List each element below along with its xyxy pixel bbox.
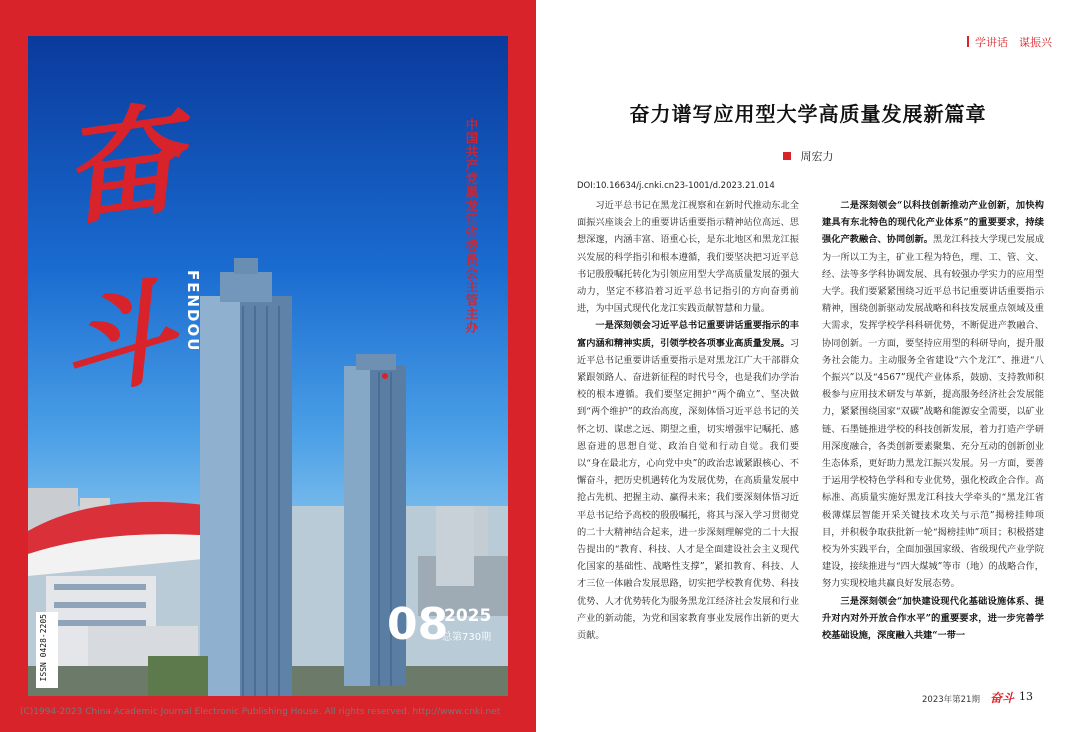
magazine-cover xyxy=(0,0,536,732)
paragraph: 习近平总书记在黑龙江视察和在新时代推动东北全面振兴座谈会上的重要讲话重要指示精神站位高远、思想深邃，内涵丰富、语重心长，是东北地区和黑龙江振兴发展的科学指引和根本遵循，我们要坚决把习近平总书记殷殷嘱托转化为引领应用型大学高质量发展的强大动力，坚定不移沿着习近平总书记指引的方向奋勇前进，为中国式现代化龙江实践贡献智慧和力量。 xyxy=(577,200,799,315)
paragraph-lead: 二是深刻领会“以科技创新推动产业创新，加快构建具有东北特色的现代化产业体系”的重要要求，持续强化产教融合、协同创新。 xyxy=(822,200,1044,246)
paragraph xyxy=(822,593,1044,645)
paragraph xyxy=(577,317,799,644)
column-label-text: 学讲话 谋振兴 xyxy=(975,36,1052,49)
masthead-english: FENDOU xyxy=(184,270,202,353)
article-title: 奋力谱写应用型大学高质量发展新篇章 xyxy=(629,102,987,126)
paragraph-lead: 一是深刻领会习近平总书记重要讲话重要指示的丰富内涵和精神实质，引领学校各项事业高质量发展。 xyxy=(577,320,799,349)
masthead-glyph-1: 奋 xyxy=(52,87,191,244)
issue-year: 2025 xyxy=(444,606,492,626)
article-page xyxy=(536,0,1080,732)
author-name: 周宏力 xyxy=(800,150,834,163)
issn-text: ISSN 0428-2205 xyxy=(39,614,48,682)
sponsor-text: 中国共产党黑龙江省委员会主管主办 xyxy=(464,118,479,334)
paragraph xyxy=(822,197,1044,593)
article-column-right xyxy=(822,197,1044,644)
masthead-glyph-2: 斗 xyxy=(52,266,182,413)
author-line xyxy=(536,148,1080,164)
column-label xyxy=(967,34,1052,50)
page-number: 13 xyxy=(1019,690,1033,703)
column-marker-icon xyxy=(967,36,969,47)
square-bullet-icon xyxy=(783,152,791,160)
issue-number: 08 xyxy=(387,599,449,650)
paragraph-body: 黑龙江科技大学现已发展成为一所以工为主，矿业工程为特色，理、工、管、文、经、法等多学科协调发展、具有较强办学实力的应用型大学。我们要紧紧围绕习近平总书记重要讲话重要指示精神，围绕创新驱动发展战略和科技发展重点领域及重大需求，发挥学校学科科研优势，不断促进产教融合、协同创新。一方面，要坚持应用型的科研导向，提升服务社会能力。主动服务全省建设“六个龙江”、推进“八个振兴”以及“4567”现代产业体系，鼓励、支持教师积极参与应用技术研发与革新，提高服务经济社会发展能力，紧紧围绕国家“双碳”战略和能源安全需要，以矿业链、石墨链推进学校的科技创新发展，着力打造产学研用深度融合，各类创新要素聚集、充分互动的创新创业生态体系，更好助力黑龙江振兴发展。另一方面，要善于运用学校特色学科和专业优势，强化校政企合作。高标准、高质量实施好黑龙江科技大学牵头的“黑龙江省极薄煤层智能开采关键技术攻关与示范”揭榜挂帅项目，并积极争取获批新一轮“揭榜挂帅”项目；积极搭建校为外实践平台，全面加强国家级、省级现代产业学院建设，接续推进与“四大煤城”等市（地）的战略合作，努力实现校地共赢良好发展态势。 xyxy=(822,234,1045,590)
paragraph-body: 习近平总书记重要讲话重要指示是对黑龙江广大干部群众紧跟领路人、奋进新征程的时代号令，也是我们办学治校的根本遵循。我们要坚定拥护“两个确立”、坚决做到“两个维护”的政治高度，深刻体悟习近平总书记的关怀之切、谋虑之远、期望之重，切实增强牢记嘱托、感恩奋进的思想自觉、政治自觉和行动自觉。我们要以“身在最北方，心向党中央”的政治忠诚紧跟核心、不懈奋斗，把历史机遇转化为发展优势，在高质量发展中抢占先机、把握主动、赢得未来；我们要深刻体悟习近平总书记给予高校的殷殷嘱托，将其与深入学习贯彻党的二十大精神结合起来，进一步深刻理解党的二十大报告提出的“教育、科技、人才是全面建设社会主义现代化国家的基础性、战略性支撑”，紧扣教育、科技、人才三位一体融合发展思路，切实把学校教育优势、科技优势、人才优势转化为服务黑龙江经济社会发展和行业产业的新动能，为党和国家教育事业发展作出新的更大贡献。 xyxy=(577,337,799,642)
issue-total: 总第730期 xyxy=(442,632,492,643)
footer-masthead: 奋斗 xyxy=(990,691,1015,705)
copyright-line: (C)1994-2023 China Academic Journal Electronic Publishing House. All rights reserved. http://www.cnki.net xyxy=(20,707,501,717)
footer-issue: 2023年第21期 xyxy=(922,695,980,705)
doi: DOI:10.16634/j.cnki.cn23-1001/d.2023.21.014 xyxy=(577,181,775,191)
paragraph-lead: 三是深刻领会“加快建设现代化基础设施体系、提升对内对外开放合作水平”的重要要求，进一步完善学校基础设施，深度融入共建“一带一 xyxy=(822,595,1044,642)
article-column-left xyxy=(577,197,799,644)
